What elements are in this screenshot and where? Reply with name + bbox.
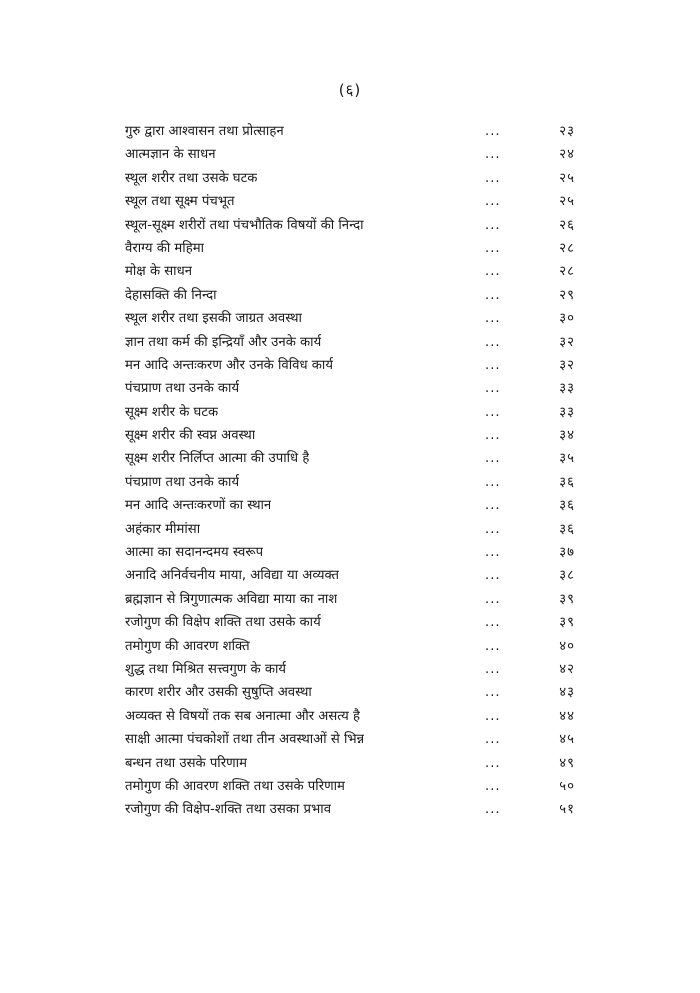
toc-entry-leader: ... [485,287,501,303]
toc-entry-title: अहंकार मीमांसा [125,521,201,537]
toc-entry-page: ३७ [559,545,575,561]
toc-entry-title: मन आदि अन्तःकरण और उनके विविध कार्य [125,357,333,373]
toc-entry-page: ४५ [559,732,575,748]
toc-entry [125,237,575,260]
toc-entry [125,377,575,400]
toc-entry-page: २९ [559,287,575,303]
toc-entry-title: स्थूल शरीर तथा इसकी जाग्रत अवस्था [125,311,302,327]
page-number: (६) [338,81,362,99]
toc-entry [125,564,575,587]
toc-entry [125,494,575,517]
toc-entry-title: देहासक्ति की निन्दा [125,287,217,303]
toc-entry-leader: ... [485,334,501,350]
toc-entry-leader: ... [485,381,501,397]
toc-entry-leader: ... [485,357,501,373]
toc-entry-title: आत्मा का सदानन्दमय स्वरूप [125,545,264,561]
toc-entry [125,611,575,634]
toc-entry [125,307,575,330]
toc-entry-title: अनादि अनिर्वचनीय माया, अविद्या या अव्यक्त [125,568,340,584]
toc-entry-leader: ... [485,498,501,514]
toc-entry-leader: ... [485,778,501,794]
toc-entry-page: २८ [559,264,575,280]
toc-entry-leader: ... [485,545,501,561]
toc-entry-page: २५ [559,194,575,210]
toc-entry-title: साक्षी आत्मा पंचकोशों तथा तीन अवस्थाओं से भिन्न [125,732,365,748]
toc-entry [125,752,575,775]
toc-entry [125,541,575,564]
toc-entry [125,775,575,798]
toc-entry [125,635,575,658]
toc-entry-leader: ... [485,685,501,701]
toc-entry-leader: ... [485,217,501,233]
toc-entry-page: ३८ [559,568,575,584]
toc-entry-title: ज्ञान तथा कर्म की इन्द्रियाँ और उनके कार्य [125,334,322,350]
toc-entry-page: ३५ [559,451,575,467]
toc-entry-page: २४ [559,147,575,163]
toc-entry-title: सूक्ष्म शरीर निर्लिप्त आत्मा की उपाधि है [125,451,310,467]
toc-entry-leader: ... [485,240,501,256]
toc-entry-leader: ... [485,802,501,818]
toc-entry-page: ४३ [559,685,575,701]
toc-entry-title: सूक्ष्म शरीर के घटक [125,404,219,420]
toc-entry [125,447,575,470]
toc-entry-leader: ... [485,404,501,420]
toc-entry-page: ३६ [559,498,575,514]
toc-entry-leader: ... [485,591,501,607]
toc-entry [125,424,575,447]
toc-entry-title: मन आदि अन्तःकरणों का स्थान [125,498,272,514]
toc-entry-leader: ... [485,568,501,584]
toc-entry-title: अव्यक्त से विषयों तक सब अनात्मा और असत्य है [125,708,360,724]
toc-entry-page: ४२ [559,661,575,677]
toc-entry-page: ५१ [559,802,575,818]
toc-entry-title: तमोगुण की आवरण शक्ति तथा उसके परिणाम [125,778,345,794]
toc-entry-page: ३३ [559,404,575,420]
toc-entry [125,143,575,166]
toc-entry-title: वैराग्य की महिमा [125,240,205,256]
toc-entry-title: रजोगुण की विक्षेप-शक्ति तथा उसका प्रभाव [125,802,332,818]
toc-entry-leader: ... [485,661,501,677]
toc-entry-leader: ... [485,428,501,444]
toc-entry-title: तमोगुण की आवरण शक्ति [125,638,250,654]
toc-entry-leader: ... [485,755,501,771]
toc-entry [125,120,575,143]
toc-entry-page: ३६ [559,521,575,537]
toc-entry [125,190,575,213]
toc-entry-page: ३२ [559,334,575,350]
toc-entry-title: आत्मज्ञान के साधन [125,147,216,163]
toc-entry-page: ३९ [559,591,575,607]
toc-entry [125,518,575,541]
toc-entry-title: रजोगुण की विक्षेप शक्ति तथा उसके कार्य [125,615,321,631]
toc-entry [125,260,575,283]
toc-entry [125,471,575,494]
toc-entry-title: स्थूल-सूक्ष्म शरीरों तथा पंचभौतिक विषयों की निन्दा [125,217,364,233]
toc-entry-page: ३० [559,311,575,327]
toc-entry-leader: ... [485,521,501,537]
table-of-contents [125,120,575,822]
toc-entry [125,705,575,728]
toc-entry-page: २३ [559,124,575,139]
toc-entry-leader: ... [485,732,501,748]
toc-entry-leader: ... [485,147,501,163]
toc-entry-leader: ... [485,708,501,724]
toc-entry-page: ३३ [559,381,575,397]
toc-entry-page: ३४ [559,428,575,444]
toc-entry-page: ४० [559,638,575,654]
toc-entry-title: ब्रह्मज्ञान से त्रिगुणात्मक अविद्या माया का नाश [125,591,338,607]
toc-entry [125,798,575,821]
toc-entry [125,728,575,751]
toc-entry-leader: ... [485,170,501,186]
toc-entry [125,331,575,354]
toc-entry-title: स्थूल तथा सूक्ष्म पंचभूत [125,194,235,210]
toc-entry-leader: ... [485,615,501,631]
toc-entry-title: मोक्ष के साधन [125,264,193,280]
toc-entry-title: बन्धन तथा उसके परिणाम [125,755,247,771]
toc-entry [125,401,575,424]
toc-entry [125,658,575,681]
toc-entry-page: ३६ [559,474,575,490]
toc-entry [125,214,575,237]
toc-entry-page: ५० [559,778,575,794]
toc-entry-title: पंचप्राण तथा उनके कार्य [125,381,240,397]
toc-entry-title: पंचप्राण तथा उनके कार्य [125,474,240,490]
toc-entry-leader: ... [485,264,501,280]
toc-entry [125,284,575,307]
toc-entry [125,588,575,611]
toc-entry-page: २५ [559,170,575,186]
toc-entry-title: शुद्ध तथा मिश्रित सत्त्वगुण के कार्य [125,661,287,677]
toc-entry-leader: ... [485,474,501,490]
toc-entry-page: ३९ [559,615,575,631]
toc-entry-title: स्थूल शरीर तथा उसके घटक [125,170,258,186]
toc-entry [125,354,575,377]
toc-entry-title: गुरु द्वारा आश्वासन तथा प्रोत्साहन [125,124,284,139]
toc-entry-title: सूक्ष्म शरीर की स्वप्न अवस्था [125,428,256,444]
toc-entry-leader: ... [485,194,501,210]
toc-entry-page: २६ [559,217,575,233]
toc-entry-page: ३२ [559,357,575,373]
toc-entry-leader: ... [485,124,501,139]
toc-entry-page: ४९ [559,755,575,771]
toc-entry-leader: ... [485,311,501,327]
toc-entry [125,167,575,190]
toc-entry-page: ४४ [559,708,575,724]
toc-entry-leader: ... [485,451,501,467]
toc-entry-page: २८ [559,240,575,256]
toc-entry-title: कारण शरीर और उसकी सुषुप्ति अवस्था [125,685,312,701]
toc-entry [125,681,575,704]
toc-entry-leader: ... [485,638,501,654]
